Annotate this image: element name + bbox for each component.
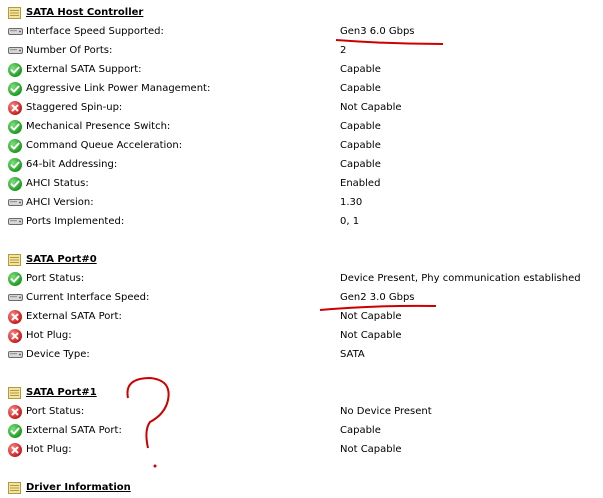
check-icon (8, 139, 22, 153)
section-icon (8, 482, 21, 494)
property-row (0, 270, 603, 289)
property-value: Not Capable (340, 330, 402, 341)
drive-icon (8, 350, 23, 359)
property-value: 2 (340, 45, 347, 56)
property-value: No Device Present (340, 406, 432, 417)
section-title: SATA Host Controller (26, 7, 144, 18)
drive-icon (8, 198, 23, 207)
property-value: Gen3 6.0 Gbps (340, 26, 415, 37)
property-label: Interface Speed Supported: (26, 26, 164, 37)
property-label: Device Type: (26, 349, 90, 360)
property-row (0, 61, 603, 80)
property-value: Capable (340, 64, 381, 75)
cross-icon (8, 405, 22, 419)
section-title: Driver Information (26, 482, 131, 493)
section-icon (8, 254, 21, 266)
section-icon (8, 387, 21, 399)
property-label: Current Interface Speed: (26, 292, 150, 303)
property-value: Device Present, Phy communication established (340, 273, 581, 284)
property-row (0, 441, 603, 460)
property-label: Aggressive Link Power Management: (26, 83, 211, 94)
cross-icon (8, 329, 22, 343)
property-value: Not Capable (340, 311, 402, 322)
drive-icon (8, 46, 23, 55)
property-row (0, 289, 603, 308)
property-label: Hot Plug: (26, 444, 72, 455)
section-header (0, 4, 603, 23)
property-value: SATA (340, 349, 365, 360)
property-row (0, 403, 603, 422)
property-value: Capable (340, 159, 381, 170)
property-label: Ports Implemented: (26, 216, 125, 227)
check-icon (8, 158, 22, 172)
property-row (0, 194, 603, 213)
property-label: Hot Plug: (26, 330, 72, 341)
check-icon (8, 177, 22, 191)
section-title: SATA Port#1 (26, 387, 97, 398)
section-header (0, 384, 603, 403)
property-row (0, 99, 603, 118)
property-row (0, 23, 603, 42)
property-row (0, 422, 603, 441)
section-title: SATA Port#0 (26, 254, 97, 265)
property-label: Command Queue Acceleration: (26, 140, 183, 151)
check-icon (8, 82, 22, 96)
property-label: External SATA Port: (26, 311, 122, 322)
property-label: 64-bit Addressing: (26, 159, 118, 170)
property-row (0, 42, 603, 61)
property-label: External SATA Port: (26, 425, 122, 436)
property-label: Staggered Spin-up: (26, 102, 123, 113)
property-row (0, 175, 603, 194)
property-value: 1.30 (340, 197, 363, 208)
property-value: Capable (340, 140, 381, 151)
property-row (0, 346, 603, 365)
section-header (0, 251, 603, 270)
property-label: Mechanical Presence Switch: (26, 121, 171, 132)
property-label: AHCI Version: (26, 197, 94, 208)
property-row (0, 213, 603, 232)
property-row (0, 156, 603, 175)
property-row (0, 308, 603, 327)
cross-icon (8, 101, 22, 115)
section-header (0, 479, 603, 498)
property-row (0, 80, 603, 99)
property-label: Port Status: (26, 273, 85, 284)
check-icon (8, 424, 22, 438)
property-value: Capable (340, 121, 381, 132)
property-row (0, 118, 603, 137)
property-row (0, 327, 603, 346)
check-icon (8, 120, 22, 134)
drive-icon (8, 27, 23, 36)
cross-icon (8, 443, 22, 457)
check-icon (8, 272, 22, 286)
property-value: Capable (340, 83, 381, 94)
property-label: External SATA Support: (26, 64, 142, 75)
property-value: Not Capable (340, 444, 402, 455)
property-value: 0, 1 (340, 216, 360, 227)
drive-icon (8, 293, 23, 302)
question-mark-dot (154, 465, 157, 468)
drive-icon (8, 217, 23, 226)
property-label: Number Of Ports: (26, 45, 113, 56)
property-label: Port Status: (26, 406, 85, 417)
cross-icon (8, 310, 22, 324)
property-value: Enabled (340, 178, 381, 189)
property-row (0, 137, 603, 156)
property-value: Capable (340, 425, 381, 436)
property-value: Gen2 3.0 Gbps (340, 292, 415, 303)
section-icon (8, 7, 21, 19)
property-value: Not Capable (340, 102, 402, 113)
property-label: AHCI Status: (26, 178, 89, 189)
check-icon (8, 63, 22, 77)
